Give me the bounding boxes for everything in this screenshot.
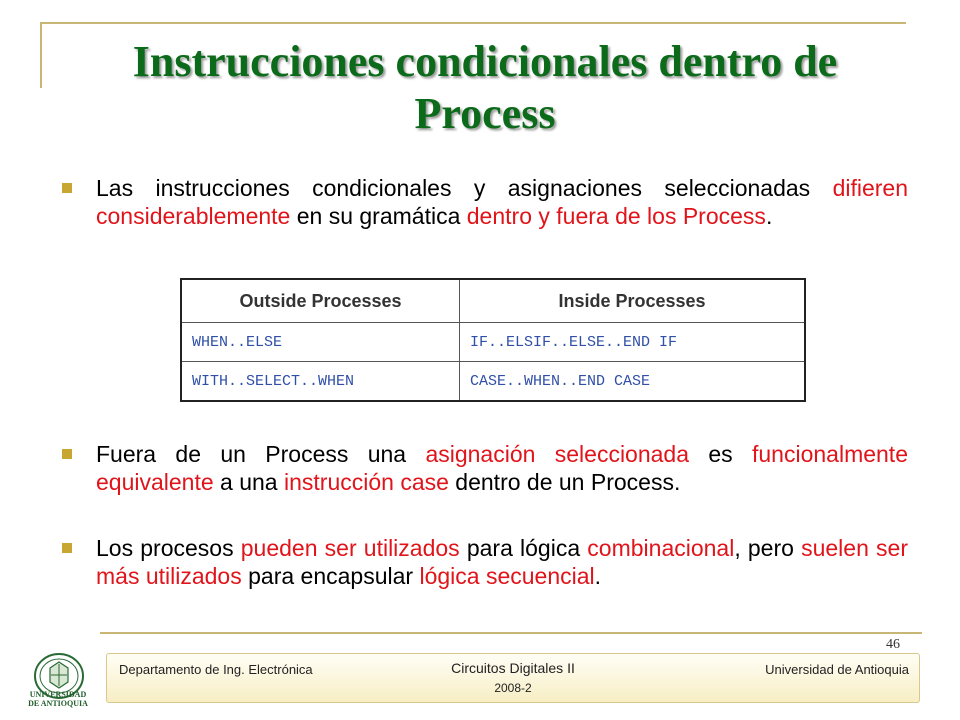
bullet-text-segment: , pero bbox=[734, 535, 802, 561]
bullet-text-2 bbox=[96, 440, 908, 496]
header-outside-processes: Outside Processes bbox=[181, 279, 460, 323]
highlighted-text: funcionalmente equivalente bbox=[96, 441, 908, 495]
bullet-square-icon bbox=[62, 449, 72, 459]
table-header-row bbox=[181, 279, 805, 323]
bullet-text-segment: a una bbox=[213, 469, 284, 495]
title-line-2: Process bbox=[414, 89, 556, 138]
bullet-text-segment: . bbox=[765, 203, 773, 229]
highlighted-text: pueden ser utilizados bbox=[240, 535, 460, 561]
table-cell: CASE..WHEN..END CASE bbox=[460, 362, 806, 402]
bullet-text-segment: Fuera de un Process una bbox=[96, 441, 426, 467]
bullet-text-segment: es bbox=[689, 441, 752, 467]
bullet-text-segment: Las instrucciones condicionales y asignaciones seleccionadas bbox=[96, 175, 833, 201]
slide-title bbox=[70, 36, 900, 140]
table-row bbox=[181, 323, 805, 362]
frame-left-line bbox=[40, 22, 42, 88]
bullet-item-3 bbox=[62, 534, 908, 590]
bullet-text-segment: . bbox=[594, 563, 602, 589]
footer-course: Circuitos Digitales II bbox=[451, 660, 575, 676]
bullet-text-segment: dentro de un Process. bbox=[448, 469, 681, 495]
bullet-square-icon bbox=[62, 543, 72, 553]
title-line-1: Instrucciones condicionales dentro de bbox=[132, 37, 838, 86]
bullet-text-segment: en su gramática bbox=[290, 203, 467, 229]
frame-bottom-line bbox=[100, 632, 922, 634]
table-cell: IF..ELSIF..ELSE..END IF bbox=[460, 323, 806, 362]
table-cell: WITH..SELECT..WHEN bbox=[181, 362, 460, 402]
bullet-text-segment: Los procesos bbox=[96, 535, 241, 561]
bullet-text-3 bbox=[96, 534, 908, 590]
footer-university: Universidad de Antioquia bbox=[765, 662, 909, 677]
bullet-square-icon bbox=[62, 183, 72, 193]
table-cell: WHEN..ELSE bbox=[181, 323, 460, 362]
highlighted-text: instrucción case bbox=[284, 469, 449, 495]
frame-top-line bbox=[40, 22, 906, 24]
bullet-item-2 bbox=[62, 440, 908, 496]
bullet-item-1 bbox=[62, 174, 908, 230]
table-row bbox=[181, 362, 805, 402]
logo-text-line-2: DE ANTIOQUIA bbox=[28, 699, 88, 708]
logo-text-line-1: UNIVERSIDAD bbox=[29, 690, 87, 699]
university-logo-text bbox=[22, 690, 94, 708]
footer-bar bbox=[106, 653, 920, 703]
highlighted-text: lógica secuencial bbox=[419, 563, 595, 589]
header-inside-processes: Inside Processes bbox=[460, 279, 806, 323]
bullet-text-segment: para encapsular bbox=[241, 563, 420, 589]
bullet-text-1 bbox=[96, 174, 908, 230]
footer-department: Departamento de Ing. Electrónica bbox=[119, 662, 313, 677]
page-number: 46 bbox=[886, 637, 900, 652]
highlighted-text: suelen ser más utilizados bbox=[96, 535, 908, 589]
bullet-text-segment: para lógica bbox=[459, 535, 588, 561]
process-comparison-table bbox=[180, 278, 806, 402]
footer-semester: 2008-2 bbox=[494, 681, 532, 695]
highlighted-text: combinacional bbox=[587, 535, 735, 561]
highlighted-text: dentro y fuera de los Process bbox=[466, 203, 766, 229]
highlighted-text: asignación seleccionada bbox=[425, 441, 690, 467]
highlighted-text: difieren considerablemente bbox=[96, 175, 908, 229]
